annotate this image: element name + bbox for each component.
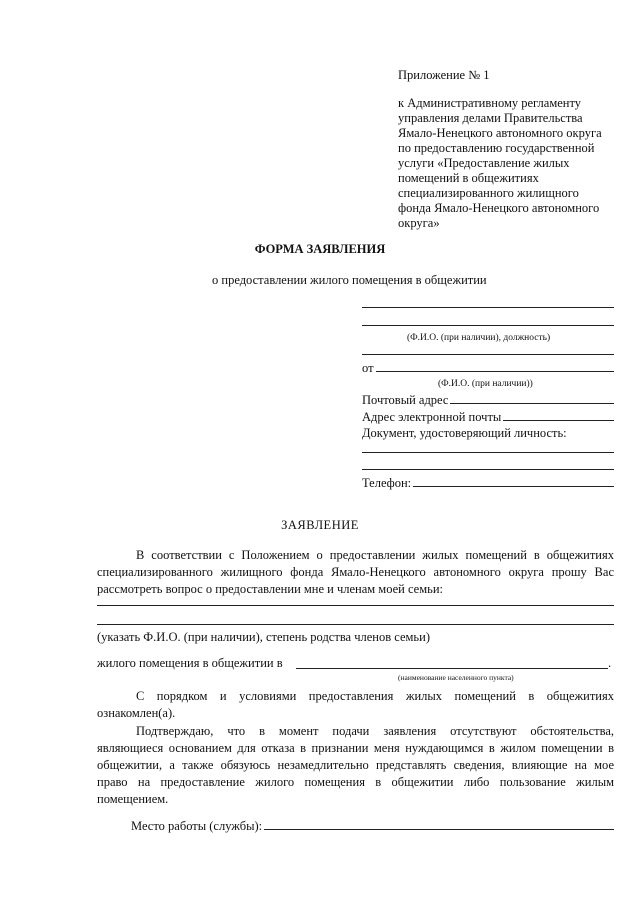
family-line[interactable] (97, 605, 614, 606)
para3-line: помещением. (97, 792, 169, 806)
appendix-title: Приложение № 1 (398, 68, 490, 82)
postal-address-line[interactable] (450, 391, 614, 404)
para1-line: специализированного жилищного фонда Ямало-Ненецкого автономного округа прошу Вас (97, 565, 614, 579)
appendix-line: округа» (398, 216, 440, 230)
document-page: Приложение № 1 к Административному регламенту управления делами Правительства Ямало-Ненецкого автономного округа по предоставлению государственной услуги «Предоставление жилых помещений в общежитиях специализированного жилищного фонда Ямало-Ненецкого автономного округа» ФОРМА ЗАЯВЛЕНИЯ о предоставлении жилого помещения в общежитии (Ф.И.О. (при наличии), должность) от (Ф.И.О. (при наличии)) Почтовый адрес Адрес электронной почты Документ, удостоверяющий личность: Телефон: ЗАЯВЛЕНИЕ В соответствии с Положением о предоставлении жилых помещений в общежитиях специализированного жилищного фонда Ямало-Ненецкого автономного округа прошу Вас рассмотреть вопрос о предоставлении мне и членам моей семьи: (указать Ф.И.О. (при наличии), степень родства членов семьи) жилого помещения в общежитии в . (наименование населенного пункта) С порядком и условиями предоставления жилых помещений в общежитиях ознакомлен(а). Подтверждаю, что в момент подачи заявления отсутствуют обстоятельства, являющиеся основанием для отказа в признании меня нуждающимся в жилом помещении в общежитии, а также обязуюсь незамедлительно представлять сведения, влияющие на мое право на предоставление жилого помещения в общежитии либо пользование жилым помещением. Место работы (службы): (0, 0, 640, 905)
from-line[interactable] (376, 359, 614, 372)
appendix-line: фонда Ямало-Ненецкого автономного (398, 201, 600, 215)
id-document-label: Документ, удостоверяющий личность: (362, 426, 567, 440)
settlement-line[interactable] (296, 668, 608, 669)
para1-line: рассмотреть вопрос о предоставлении мне и членам моей семьи: (97, 582, 444, 596)
workplace-field[interactable] (131, 817, 614, 834)
id-document-line[interactable] (362, 452, 614, 453)
addressee-line[interactable] (362, 354, 614, 355)
para2-line: С порядком и условиями предоставления жилых помещений в общежитиях (136, 689, 614, 703)
family-line[interactable] (97, 624, 614, 625)
workplace-line[interactable] (264, 817, 614, 830)
email-field[interactable] (362, 408, 614, 425)
workplace-label: Место работы (службы): (131, 819, 263, 833)
id-document-line[interactable] (362, 469, 614, 470)
phone-field[interactable] (362, 474, 614, 491)
phone-label: Телефон: (362, 476, 412, 490)
appendix-line: специализированного жилищного (398, 186, 579, 200)
para2-line: ознакомлен(а). (97, 706, 176, 720)
fio-position-caption: (Ф.И.О. (при наличии), должность) (407, 333, 551, 343)
form-subtitle: о предоставлении жилого помещения в общежитии (212, 273, 487, 287)
addressee-line[interactable] (362, 325, 614, 326)
addressee-line[interactable] (362, 307, 614, 308)
email-line[interactable] (503, 408, 614, 421)
phone-line[interactable] (413, 474, 614, 487)
appendix-line: Ямало-Ненецкого автономного округа (398, 126, 602, 140)
family-caption: (указать Ф.И.О. (при наличии), степень родства членов семьи) (97, 630, 430, 644)
dwelling-label: жилого помещения в общежитии в (97, 656, 283, 670)
para3-line: Подтверждаю, что в момент подачи заявления отсутствуют обстоятельства, (136, 724, 614, 738)
appendix-line: управления делами Правительства (398, 111, 583, 125)
settlement-caption: (наименование населенного пункта) (398, 673, 514, 682)
para1-line: В соответствии с Положением о предоставлении жилых помещений в общежитиях (136, 548, 614, 562)
appendix-line: услуги «Предоставление жилых (398, 156, 570, 170)
para3-line: являющиеся основанием для отказа в признании меня нуждающимся в жилом помещении в (97, 741, 614, 755)
from-field[interactable] (362, 359, 614, 376)
para3-line: общежитии, а также обязуюсь незамедлительно представлять сведения, влияющие на мое (97, 758, 614, 772)
appendix-line: по предоставлению государственной (398, 141, 595, 155)
appendix-line: помещений в общежитиях (398, 171, 539, 185)
postal-address-label: Почтовый адрес (362, 393, 449, 407)
form-title: ФОРМА ЗАЯВЛЕНИЯ (254, 242, 386, 256)
para3-line: право на предоставление жилого помещения в общежитии либо пользование жилым (97, 775, 614, 789)
fio-caption: (Ф.И.О. (при наличии)) (438, 379, 533, 389)
email-label: Адрес электронной почты (362, 410, 502, 424)
appendix-line: к Административному регламенту (398, 96, 582, 110)
postal-address-field[interactable] (362, 391, 614, 408)
from-label: от (362, 361, 374, 375)
statement-title: ЗАЯВЛЕНИЕ (281, 518, 359, 532)
